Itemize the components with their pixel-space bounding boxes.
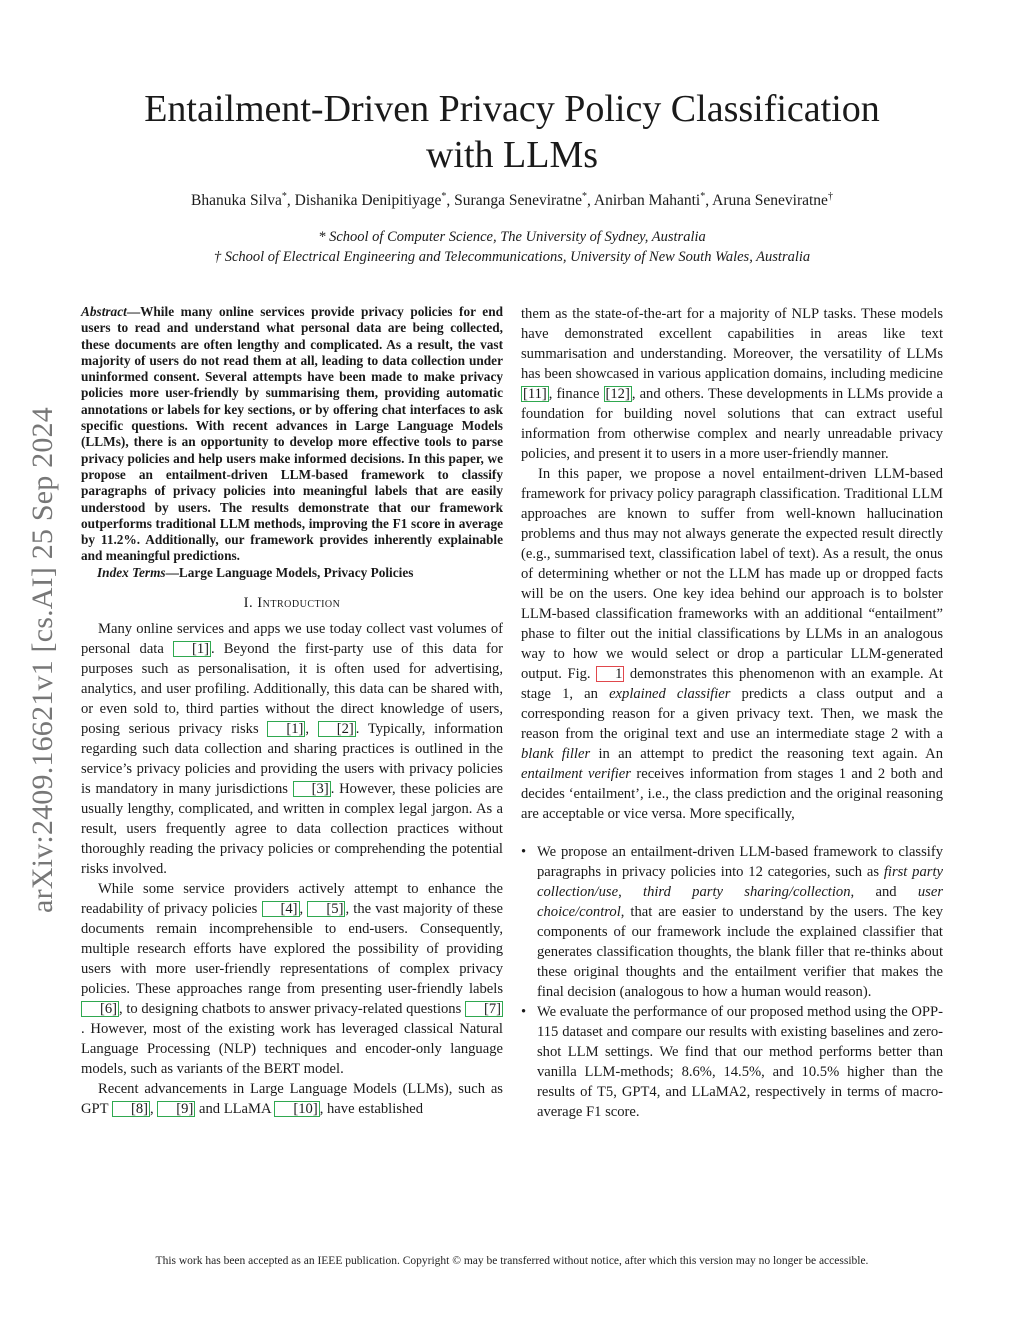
author-mark: *: [281, 191, 287, 202]
abstract: Abstract—While many online services provide privacy policies for end users to read and understand what personal data are being collected, these documents are often lengthy and complicated. As a result, the vast majority of users do not read them at all, leading to data collection under uninformed consent. Several attempts have been made to make privacy policies more user-friendly by summarising them, providing automatic annotations or labels for key sections, or by offering chat interfaces to ask specific questions. With recent advances in Large Language Models (LLMs), there is an opportunity to develop more effective tools to parse privacy policies and help users make informed decisions. In this paper, we propose an entailment-driven LLM-based framework to classify paragraphs of privacy policies into meaningful labels that are easily understood by users. The results demonstrate that our framework outperforms traditional LLM methods, improving the F1 score in average by 11.2%. Additionally, our framework provides inherently explainable and meaningful predictions.: [81, 304, 503, 564]
text-run: In this paper, we propose a novel entailment-driven LLM-based framework for privacy policy paragraph classification. Traditional LLM approaches are known to suffer from well-known hallucination problems and thus may not always generate the expected result directly (e.g., summarised text, classification label of text). As a result, the onus of determining whether or not the LLM has made up or dropped facts will be on the users. One key idea behind our approach is to bolster LLM-based classification frameworks with an additional “entailment” phase to filter out the initial classifications by LLMs in an analogous way to how we would select or drop a particular LLM-generated output. Fig.: [521, 466, 943, 682]
arxiv-identifier: arXiv:2409.16621v1 [cs.AI] 25 Sep 2024: [26, 407, 59, 913]
emphasis: first party collection/use: [537, 864, 943, 900]
text-run: . Typically, information regarding such data collection and sharing practices is outlined in the service’s privacy policies and providing the users with privacy policies is mandatory in many jurisdictions: [81, 721, 504, 798]
emphasis: blank filler: [521, 746, 591, 762]
citation-link[interactable]: [3]: [293, 781, 331, 797]
body-paragraph-continued: [521, 304, 943, 464]
text-run: , the vast majority of these documents remain incomprehensible to end-users. Consequently, multiple research efforts have explored the possibility of providing users with more user-friendly representations of complex privacy policies. These approaches range from presenting user-friendly labels: [81, 901, 504, 998]
intro-paragraph-1: [81, 619, 503, 879]
text-run: demonstrates this phenomenon with an example. At stage 1, an: [521, 666, 943, 702]
figure-link[interactable]: 1: [596, 666, 624, 682]
body-paragraph-approach: [521, 464, 943, 824]
emphasis: user choice/control: [537, 884, 944, 920]
text-run: Many online services and apps we use today collect vast volumes of personal data: [81, 621, 503, 658]
index-terms: Index Terms—Large Language Models, Privacy Policies: [97, 564, 414, 580]
citation-link[interactable]: [2]: [318, 721, 356, 737]
text-run: receives information from stages 1 and 2 both and decides ‘entailment’, i.e., the class prediction and the original reasoning are acceptable or vice versa. More specifically,: [521, 766, 943, 822]
text-run: While some service providers actively attempt to enhance the readability of privacy policies: [81, 881, 503, 918]
affiliation-unsw: † School of Electrical Engineering and Telecommunications, University of New South Wales, Australia: [213, 249, 811, 265]
citation-link[interactable]: [12]: [605, 386, 630, 402]
author-name: Suranga Seneviratne: [454, 192, 583, 210]
citation-link[interactable]: [9]: [157, 1101, 195, 1117]
contribution-item: • We evaluate the performance of our proposed method using the OPP-115 dataset and compare our results with existing baselines and zero-shot LLM settings. We find that our method performs better than vanilla LLM-methods; 8.6%, 14.5%, and 10.5% higher than the results of T5, GPT4, and LLaMA2, respectively in terms of macro-average F1 score.: [521, 1002, 943, 1122]
citation-link[interactable]: [7]: [465, 1001, 503, 1017]
citation-link[interactable]: [1]: [173, 641, 211, 657]
text-run: predicts a class output and a corresponding reason for a given privacy text. Then, we mask the reason from the original text and use an intermediate stage 2 with a: [521, 686, 944, 742]
citation-link[interactable]: [11]: [523, 386, 547, 402]
text-run: , that are easier to understand by the users. The key components of our framework include the explained classifier that generates classification thoughts, the blank filler that re-thinks about these original thoughts and the entailment verifier that makes the final decision (analogous to how a human would reason).: [537, 904, 943, 1000]
text-run: in an attempt to predict the reasoning text again. An: [590, 746, 943, 762]
text-run: , finance: [548, 386, 604, 402]
author-mark: *: [582, 191, 588, 202]
affiliation-sydney: * School of Computer Science, The University of Sydney, Australia: [318, 229, 706, 245]
title-line-2: with LLMs: [425, 134, 599, 176]
contribution-list: [521, 842, 943, 1122]
left-column: [81, 304, 503, 1119]
section-heading-introduction: [81, 593, 503, 613]
text-run: , and: [850, 884, 918, 900]
text-run: ,: [299, 901, 308, 918]
contribution-item: [521, 842, 943, 1002]
text-run: ,: [305, 721, 318, 738]
emphasis: entailment verifier: [521, 766, 631, 782]
citation-link[interactable]: [8]: [112, 1101, 150, 1117]
citation-link[interactable]: [4]: [262, 901, 300, 917]
copyright-footer: This work has been accepted as an IEEE publication. Copyright © may be transferred without notice, after which this version may no longer be accessible.: [155, 1255, 869, 1267]
text-run: and LLaMA: [195, 1101, 275, 1118]
title-line-1: Entailment-Driven Privacy Policy Classification: [144, 88, 880, 130]
text-run: . However, most of the existing work has leveraged classical Natural Language Processing (NLP) techniques and encoder-only language models, such as variants of the BERT model.: [81, 1021, 503, 1078]
author-mark: *: [700, 191, 706, 202]
intro-paragraph-2: [81, 879, 503, 1079]
author-mark: †: [827, 191, 833, 202]
author-mark: *: [441, 191, 447, 202]
text-run: . However, these policies are usually lengthy, complicated, and written in complex legal jargon. As a result, users frequently agree to data collection practices without thoroughly reading the privacy policies or comprehending the potential risks involved.: [81, 781, 503, 878]
section-numeral: I.: [243, 595, 254, 612]
author-name: Aruna Seneviratne: [712, 192, 828, 210]
text-run: . Beyond the first-party use of this data for purposes such as personalisation, it is often used for advertising, analytics, and user profiling. Additionally, this data can be shared with, or even sold to, third parties without the direct knowledge of users, posing serious privacy risks: [81, 641, 504, 738]
text-run: ,: [618, 884, 644, 900]
citation-link[interactable]: [5]: [307, 901, 345, 917]
right-column: [521, 304, 943, 1122]
author-name: Anirban Mahanti: [593, 192, 701, 210]
text-run: We propose an entailment-driven LLM-based framework to classify paragraphs in privacy policies into 12 categories, such as: [537, 844, 943, 880]
text-run: , have established: [319, 1101, 424, 1118]
citation-link[interactable]: [1]: [267, 721, 305, 737]
author-list: Bhanuka Silva*, Dishanika Denipitiyage*, Suranga Seneviratne*, Anirban Mahanti*, Aruna Seneviratne†: [191, 191, 833, 210]
text-run: , and others. These developments in LLMs provide a foundation for building novel solutions that can extract useful information from otherwise complex and nearly unreadable privacy policies, and present it to users in a more user-friendly manner.: [521, 386, 943, 462]
abstract-label: Abstract: [81, 304, 127, 319]
author-name: Dishanika Denipitiyage: [294, 192, 442, 210]
author-name: Bhanuka Silva: [191, 192, 282, 210]
index-terms-label: Index Terms: [97, 564, 166, 580]
citation-link[interactable]: [10]: [274, 1101, 319, 1117]
emphasis: third party sharing/collection: [643, 884, 851, 900]
text-run: them as the state-of-the-art for a majority of NLP tasks. These models have demonstrated excellent capabilities in areas like text summarisation and understanding. Moreover, the versatility of LLMs has been showcased in various application domains, including medicine: [521, 306, 943, 382]
text-run: ,: [150, 1101, 158, 1118]
text-run: Recent advancements in Large Language Models (LLMs), such as GPT: [81, 1081, 503, 1118]
citation-link[interactable]: [6]: [81, 1001, 119, 1017]
emphasis: explained classifier: [609, 686, 731, 702]
text-run: , to designing chatbots to answer privacy-related questions: [119, 1001, 465, 1018]
index-terms-text: Large Language Models, Privacy Policies: [178, 564, 414, 580]
paper-title: [100, 86, 924, 178]
abstract-text: While many online services provide privacy policies for end users to read and understand what personal data are being collected, these documents are often lengthy and complicated. As a result, the vast majority of users do not read them at all, leading to data collection under uninformed consent. Several attempts have been made to make privacy policies more user-friendly by summarising them, providing automatic annotations or labels for key sections, or by offering chat interfaces to ask specific questions. With recent advances in Large Language Models (LLMs), there is an opportunity to develop more effective tools to parse privacy policies and help users make informed decisions. In this paper, we propose an entailment-driven LLM-based framework to classify paragraphs of privacy policies into meaningful labels that are easily understood by users. The results demonstrate that our framework outperforms traditional LLM methods, improving the F1 score in average by 11.2%. Additionally, our framework provides inherently explainable and meaningful predictions.: [81, 304, 503, 564]
section-title: Introduction: [257, 595, 341, 612]
intro-paragraph-3: [81, 1079, 503, 1119]
